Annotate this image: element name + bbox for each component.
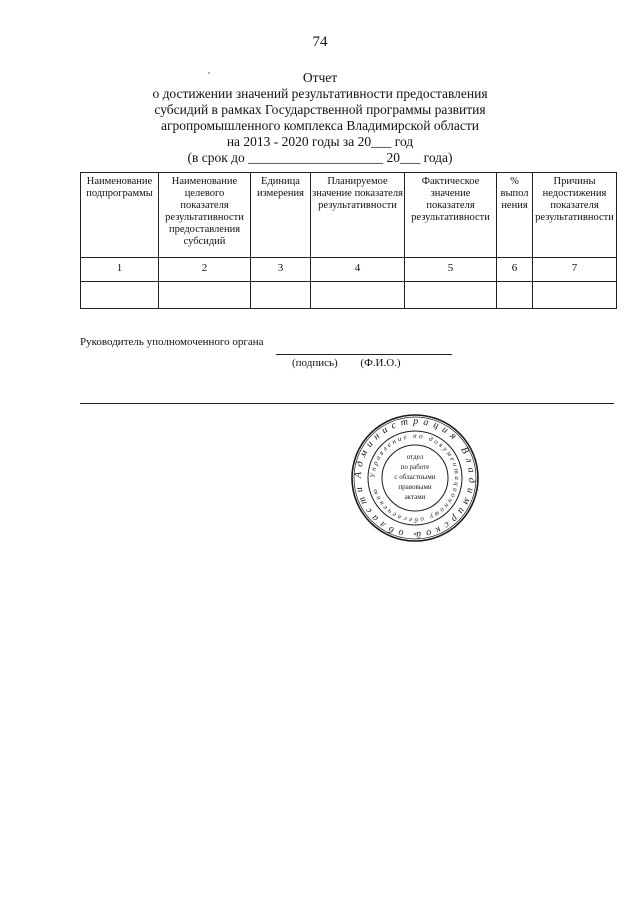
column-number: 3 [251, 258, 311, 282]
header-unit: Единица измерения [251, 173, 311, 258]
header-indicator: Наименование целевого показателя результативности предоставления субсидий [159, 173, 251, 258]
official-stamp [350, 413, 480, 543]
table-number-row [81, 258, 617, 282]
empty-cell[interactable] [533, 282, 617, 309]
stamp-center-line: отдел [406, 453, 424, 461]
table-header-row [81, 173, 617, 258]
column-number: 4 [311, 258, 405, 282]
name-caption: (Ф.И.О.) [360, 357, 401, 369]
document-title [0, 70, 640, 166]
stamp-star-icon: * [413, 532, 417, 539]
stamp-outer-text: Администрация Владимирской области [352, 415, 478, 541]
sign-caption: (подпись) [292, 357, 338, 369]
title-line-5: на 2013 - 2020 годы за 20___ год [226, 134, 414, 149]
header-actual: Фактическое значение показателя результативности [405, 173, 497, 258]
stamp-center-line: правовыми [398, 483, 432, 491]
table-empty-row [81, 282, 617, 309]
title-line-1: Отчет [302, 70, 338, 85]
title-line-6: (в срок до ____________________ 20___ года) [187, 150, 453, 165]
column-number: 2 [159, 258, 251, 282]
title-line-3: субсидий в рамках Государственной программы развития [154, 102, 486, 117]
column-number: 6 [497, 258, 533, 282]
header-subprogram: Наименование подпрограммы [81, 173, 159, 258]
report-table [80, 172, 617, 309]
title-line-2: о достижении значений результативности предоставления [152, 86, 488, 101]
empty-cell[interactable] [251, 282, 311, 309]
signature-captions [292, 357, 401, 369]
header-reasons: Причины недостижения показателя результативности [533, 173, 617, 258]
empty-cell[interactable] [405, 282, 497, 309]
empty-cell[interactable] [497, 282, 533, 309]
stamp-center-line: по работе [400, 463, 430, 471]
header-percent: % выпол нения [497, 173, 533, 258]
signature-label: Руководитель уполномоченного органа [80, 336, 264, 348]
empty-cell[interactable] [159, 282, 251, 309]
column-number: 1 [81, 258, 159, 282]
empty-cell[interactable] [81, 282, 159, 309]
title-line-4: агропромышленного комплекса Владимирской области [160, 118, 480, 133]
signature-line [276, 354, 452, 355]
empty-cell[interactable] [311, 282, 405, 309]
column-number: 7 [533, 258, 617, 282]
stamp-center-line: актами [404, 493, 426, 501]
stamp-center-line: с областными [394, 473, 436, 481]
header-planned: Планируемое значение показателя результативности [311, 173, 405, 258]
stamp-inner-text: Управление по документационному обеспечению [368, 431, 462, 525]
column-number: 5 [405, 258, 497, 282]
page-number: 74 [312, 34, 328, 50]
footer-divider [80, 403, 614, 404]
